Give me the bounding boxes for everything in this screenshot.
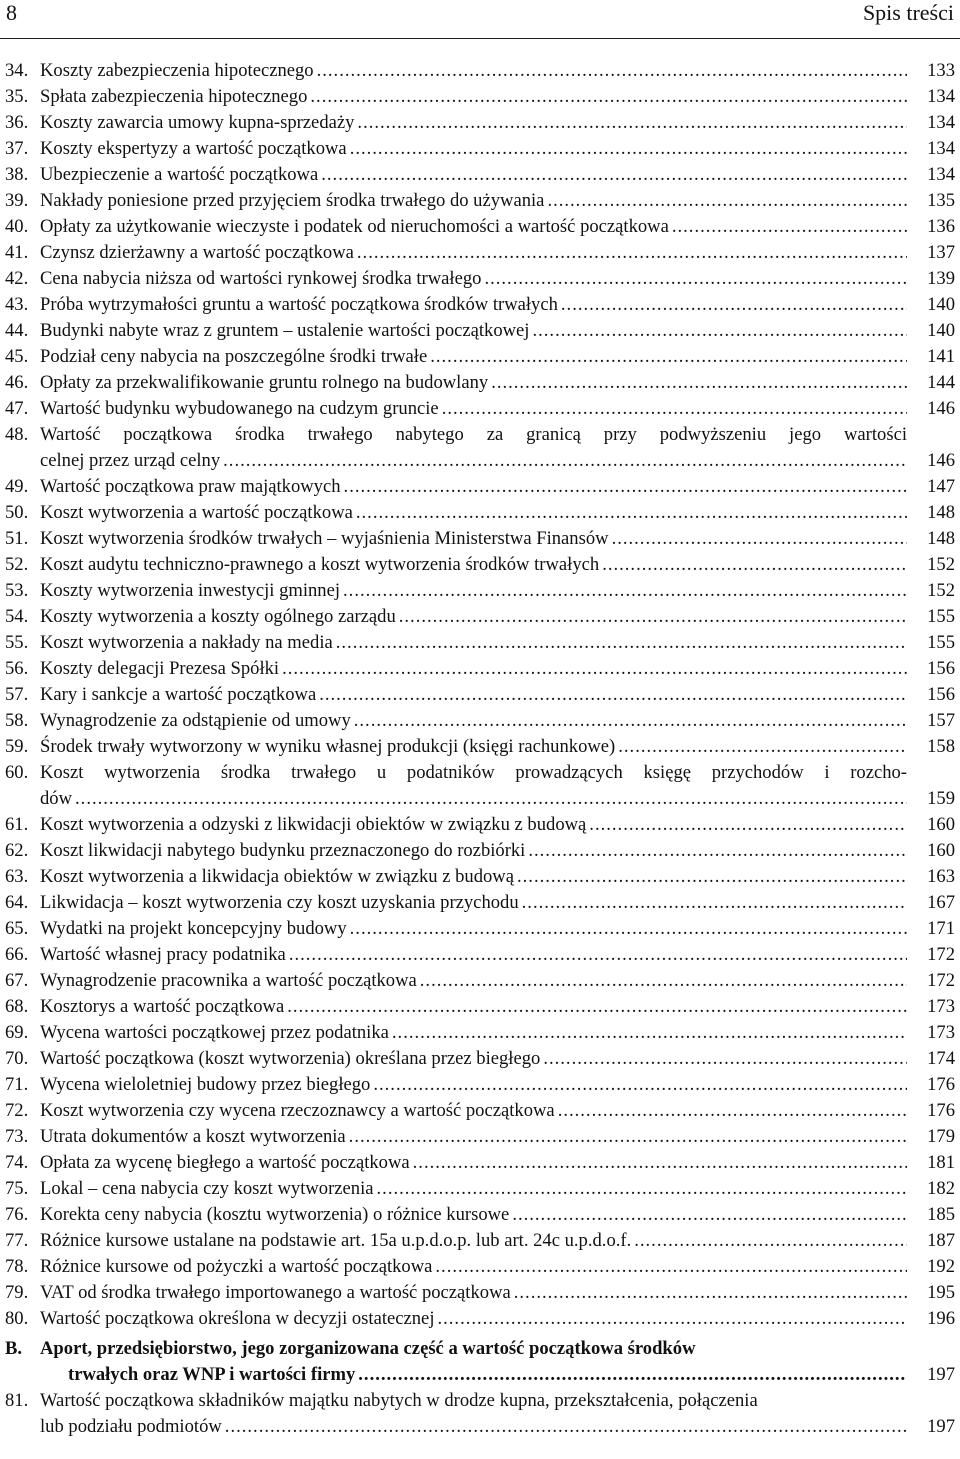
- dot-leader: [634, 1228, 907, 1254]
- dot-leader: [343, 578, 907, 604]
- dot-leader: [491, 370, 907, 396]
- entry-number: 72.: [5, 1100, 29, 1121]
- entry-page: 171: [927, 918, 955, 939]
- entry-number: 54.: [5, 606, 29, 627]
- dot-leader: [310, 84, 907, 110]
- entry-title: Wartość początkowa (koszt wytworzenia) określana przez biegłego: [40, 1048, 541, 1069]
- dot-leader: [350, 916, 907, 942]
- entry-number: 55.: [5, 632, 29, 653]
- entry-page: 136: [927, 216, 955, 237]
- section-letter: B.: [5, 1338, 23, 1359]
- dot-leader: [589, 812, 907, 838]
- entry-title: Wartość budynku wybudowanego na cudzym gruncie: [40, 398, 439, 419]
- dot-leader: [437, 1306, 907, 1332]
- toc-entry[interactable]: [5, 1280, 955, 1306]
- section-page: 197: [927, 1364, 955, 1385]
- entry-number: 63.: [5, 866, 29, 887]
- toc-entry[interactable]: [5, 708, 955, 734]
- entry-title: Cena nabycia niższa od wartości rynkowej środka trwałego: [40, 268, 482, 289]
- entry-page: 187: [927, 1230, 955, 1251]
- dot-leader: [349, 1124, 907, 1150]
- entry-page: 156: [927, 684, 955, 705]
- entry-title: Środek trwały wytworzony w wyniku własnej produkcji (księgi rachunkowe): [40, 736, 616, 757]
- section-title-line1: Aport, przedsiębiorstwo, jego zorganizowana część a wartość początkowa środków: [40, 1338, 696, 1359]
- entry-title: Próba wytrzymałości gruntu a wartość początkowa środków trwałych: [40, 294, 558, 315]
- entry-number: 46.: [5, 372, 29, 393]
- entry-title: Koszt wytworzenia czy wycena rzeczoznawcy a wartość początkowa: [40, 1100, 555, 1121]
- entry-number: 48.: [5, 424, 29, 445]
- entry-title: Lokal – cena nabycia czy koszt wytworzenia: [40, 1178, 374, 1199]
- toc-entry[interactable]: [5, 812, 955, 838]
- running-header-title: Spis treści: [862, 0, 954, 25]
- entry-number: 75.: [5, 1178, 29, 1199]
- entry-page: 144: [927, 372, 955, 393]
- dot-leader: [350, 136, 907, 162]
- entry-number: 73.: [5, 1126, 29, 1147]
- toc-entry[interactable]: [5, 656, 955, 682]
- dot-leader: [392, 1020, 907, 1046]
- entry-number: 67.: [5, 970, 29, 991]
- entry-title-line1: Wartość początkowa środka trwałego nabytego za granicą przy podwyższeniu jego wartości: [40, 424, 907, 445]
- table-of-contents: [5, 58, 955, 1440]
- entry-page: 146: [927, 398, 955, 419]
- entry-title-line2: lub podziału podmiotów: [40, 1416, 222, 1437]
- toc-entry[interactable]: [5, 890, 955, 916]
- toc-entry[interactable]: [5, 864, 955, 890]
- toc-entry[interactable]: [5, 162, 955, 188]
- toc-entry-81[interactable]: [5, 1388, 955, 1440]
- entry-number: 53.: [5, 580, 29, 601]
- entry-title: Koszt wytworzenia środków trwałych – wyjaśnienia Ministerstwa Finansów: [40, 528, 609, 549]
- toc-entry[interactable]: [5, 396, 955, 422]
- entry-number: 45.: [5, 346, 29, 367]
- entry-title: Utrata dokumentów a koszt wytworzenia: [40, 1126, 346, 1147]
- entry-title: Wynagrodzenie za odstąpienie od umowy: [40, 710, 351, 731]
- entry-title: Koszt wytworzenia a odzyski z likwidacji obiektów w związku z budową: [40, 814, 587, 835]
- toc-entry[interactable]: [5, 58, 955, 84]
- entry-page: 137: [927, 242, 955, 263]
- entry-page: 160: [927, 840, 955, 861]
- dot-leader: [543, 1046, 907, 1072]
- toc-entry[interactable]: [5, 188, 955, 214]
- entry-number: 68.: [5, 996, 29, 1017]
- entry-number: 70.: [5, 1048, 29, 1069]
- entry-page: 157: [927, 710, 955, 731]
- toc-entry[interactable]: [5, 1072, 955, 1098]
- entry-title: Kosztorys a wartość początkowa: [40, 996, 285, 1017]
- entry-title: Podział ceny nabycia na poszczególne środki trwałe: [40, 346, 428, 367]
- entry-number: 80.: [5, 1308, 29, 1329]
- toc-entry[interactable]: [5, 84, 955, 110]
- entry-number: 77.: [5, 1230, 29, 1251]
- entry-number: 36.: [5, 112, 29, 133]
- entry-number: 59.: [5, 736, 29, 757]
- toc-entry[interactable]: [5, 838, 955, 864]
- entry-number: 64.: [5, 892, 29, 913]
- entry-number: 65.: [5, 918, 29, 939]
- entry-page: 152: [927, 554, 955, 575]
- entry-title-line2: celnej przez urząd celny: [40, 450, 221, 471]
- dot-leader: [517, 864, 907, 890]
- dot-leader: [547, 188, 907, 214]
- toc-entry[interactable]: [5, 474, 955, 500]
- entry-page: 141: [927, 346, 955, 367]
- entry-number: 52.: [5, 554, 29, 575]
- dot-leader: [413, 1150, 907, 1176]
- entry-number: 51.: [5, 528, 29, 549]
- toc-entry[interactable]: [5, 110, 955, 136]
- dot-leader: [287, 994, 907, 1020]
- toc-entry[interactable]: [5, 1124, 955, 1150]
- entry-page: 152: [927, 580, 955, 601]
- entry-title: Wydatki na projekt koncepcyjny budowy: [40, 918, 347, 939]
- entry-page: 139: [927, 268, 955, 289]
- entry-title: Ubezpieczenie a wartość początkowa: [40, 164, 319, 185]
- entry-page: 176: [927, 1100, 955, 1121]
- toc-entry[interactable]: [5, 266, 955, 292]
- dot-leader: [612, 526, 907, 552]
- dot-leader: [373, 1072, 907, 1098]
- entry-title: Opłata za wycenę biegłego a wartość początkowa: [40, 1152, 410, 1173]
- entry-title: Koszty wytworzenia a koszty ogólnego zarządu: [40, 606, 396, 627]
- entry-title: Wynagrodzenie pracownika a wartość początkowa: [40, 970, 417, 991]
- toc-entry[interactable]: [5, 630, 955, 656]
- entry-number: 35.: [5, 86, 29, 107]
- entry-number: 58.: [5, 710, 29, 731]
- entry-title: Koszt wytworzenia a wartość początkowa: [40, 502, 353, 523]
- entry-page: 148: [927, 502, 955, 523]
- entry-number: 74.: [5, 1152, 29, 1173]
- entry-page: 182: [927, 1178, 955, 1199]
- entry-page: 134: [927, 112, 955, 133]
- toc-section-b[interactable]: [5, 1336, 955, 1388]
- entry-page: 140: [927, 320, 955, 341]
- entry-title: Nakłady poniesione przed przyjęciem środka trwałego do używania: [40, 190, 545, 211]
- entry-page: 173: [927, 1022, 955, 1043]
- entry-title: Koszt likwidacji nabytego budynku przeznaczonego do rozbiórki: [40, 840, 526, 861]
- toc-entry[interactable]: [5, 1254, 955, 1280]
- toc-entry[interactable]: [5, 734, 955, 760]
- entry-title: Wycena wieloletniej budowy przez biegłego: [40, 1074, 371, 1095]
- entry-page: 192: [927, 1256, 955, 1277]
- entry-number: 69.: [5, 1022, 29, 1043]
- toc-entry[interactable]: [5, 526, 955, 552]
- entry-number: 42.: [5, 268, 29, 289]
- toc-entry-48[interactable]: [5, 422, 955, 474]
- toc-entry[interactable]: [5, 214, 955, 240]
- entry-number: 60.: [5, 762, 29, 783]
- entry-page: 176: [927, 1074, 955, 1095]
- section-title-line2: trwałych oraz WNP i wartości firmy: [68, 1364, 356, 1385]
- entry-number: 43.: [5, 294, 29, 315]
- entry-page: 167: [927, 892, 955, 913]
- entry-title: Różnice kursowe od pożyczki a wartość początkowa: [40, 1256, 433, 1277]
- entry-number: 79.: [5, 1282, 29, 1303]
- entry-number: 56.: [5, 658, 29, 679]
- toc-entry[interactable]: [5, 1046, 955, 1072]
- toc-entry[interactable]: [5, 578, 955, 604]
- entry-page: 179: [927, 1126, 955, 1147]
- entry-page: 160: [927, 814, 955, 835]
- toc-entry[interactable]: [5, 1306, 955, 1332]
- entry-page: 158: [927, 736, 955, 757]
- toc-entry-60[interactable]: [5, 760, 955, 812]
- entry-number: 66.: [5, 944, 29, 965]
- entry-number: 44.: [5, 320, 29, 341]
- entry-number: 57.: [5, 684, 29, 705]
- entry-number: 38.: [5, 164, 29, 185]
- entry-title: Koszt audytu techniczno-prawnego a koszt wytworzenia środków trwałych: [40, 554, 600, 575]
- dot-leader: [399, 604, 907, 630]
- entry-number: 37.: [5, 138, 29, 159]
- entry-number: 62.: [5, 840, 29, 861]
- toc-entry[interactable]: [5, 968, 955, 994]
- entry-title: Koszty zawarcia umowy kupna-sprzedaży: [40, 112, 355, 133]
- entry-page: 147: [927, 476, 955, 497]
- entry-number: 47.: [5, 398, 29, 419]
- entry-page: 181: [927, 1152, 955, 1173]
- entry-title: Koszty ekspertyzy a wartość początkowa: [40, 138, 347, 159]
- dot-leader: [75, 786, 907, 812]
- entry-number: 50.: [5, 502, 29, 523]
- entry-page: 140: [927, 294, 955, 315]
- toc-entry[interactable]: [5, 292, 955, 318]
- toc-entry[interactable]: [5, 1176, 955, 1202]
- entry-title: Koszt wytworzenia a nakłady na media: [40, 632, 333, 653]
- toc-entry[interactable]: [5, 240, 955, 266]
- toc-entry[interactable]: [5, 1202, 955, 1228]
- toc-entry[interactable]: [5, 994, 955, 1020]
- dot-leader: [561, 292, 907, 318]
- toc-entry[interactable]: [5, 1150, 955, 1176]
- dot-leader: [354, 708, 907, 734]
- entry-title: VAT od środka trwałego importowanego a wartość początkowa: [40, 1282, 511, 1303]
- entry-title: Wartość początkowa praw majątkowych: [40, 476, 341, 497]
- dot-leader: [672, 214, 907, 240]
- toc-entry[interactable]: [5, 318, 955, 344]
- entry-title: Budynki nabyte wraz z gruntem – ustalenie wartości początkowej: [40, 320, 530, 341]
- entry-page: 172: [927, 944, 955, 965]
- entry-page: 156: [927, 658, 955, 679]
- toc-entry[interactable]: [5, 344, 955, 370]
- entry-title: Wartość początkowa określona w decyzji ostatecznej: [40, 1308, 435, 1329]
- entry-page: 159: [927, 788, 955, 809]
- dot-leader: [223, 448, 907, 474]
- toc-entry[interactable]: [5, 500, 955, 526]
- dot-leader: [357, 240, 907, 266]
- dot-leader: [528, 838, 907, 864]
- entry-number: 61.: [5, 814, 29, 835]
- entry-title-line1: Koszt wytworzenia środka trwałego u podatników prowadzących księgę przychodów i rozcho-: [40, 762, 907, 783]
- entry-page: 135: [927, 190, 955, 211]
- entry-title: Wartość własnej pracy podatnika: [40, 944, 286, 965]
- entry-title: Kary i sankcje a wartość początkowa: [40, 684, 317, 705]
- dot-leader: [430, 344, 907, 370]
- entry-number: 34.: [5, 60, 29, 81]
- entry-page: 174: [927, 1048, 955, 1069]
- toc-entry[interactable]: [5, 1228, 955, 1254]
- entry-page: 134: [927, 164, 955, 185]
- toc-entry[interactable]: [5, 682, 955, 708]
- entry-title: Opłaty za użytkowanie wieczyste i podatek od nieruchomości a wartość początkowa: [40, 216, 669, 237]
- header-rule: [0, 38, 960, 39]
- entry-title: Koszty wytworzenia inwestycji gminnej: [40, 580, 341, 601]
- entry-page: 133: [927, 60, 955, 81]
- dot-leader: [442, 396, 907, 422]
- dot-leader: [344, 474, 907, 500]
- dot-leader: [514, 1280, 907, 1306]
- toc-entry[interactable]: [5, 916, 955, 942]
- entry-number: 49.: [5, 476, 29, 497]
- entry-number: 40.: [5, 216, 29, 237]
- entry-page: 134: [927, 86, 955, 107]
- entry-page: 195: [927, 1282, 955, 1303]
- dot-leader: [289, 942, 907, 968]
- entry-page: 185: [927, 1204, 955, 1225]
- entry-title: Koszty delegacji Prezesa Spółki: [40, 658, 280, 679]
- entry-title-line1: Wartość początkowa składników majątku nabytych w drodze kupna, przekształcenia, połączenia: [40, 1390, 758, 1411]
- entry-number: 41.: [5, 242, 29, 263]
- entry-number: 81.: [5, 1390, 29, 1411]
- entry-page: 163: [927, 866, 955, 887]
- dot-leader: [484, 266, 907, 292]
- entry-page: 148: [927, 528, 955, 549]
- dot-leader: [420, 968, 907, 994]
- dot-leader: [321, 162, 907, 188]
- dot-leader: [618, 734, 907, 760]
- dot-leader: [522, 890, 907, 916]
- toc-entry[interactable]: [5, 136, 955, 162]
- entry-title: Opłaty za przekwalifikowanie gruntu rolnego na budowlany: [40, 372, 489, 393]
- toc-entry[interactable]: [5, 1098, 955, 1124]
- toc-entry[interactable]: [5, 604, 955, 630]
- entry-page: 196: [927, 1308, 955, 1329]
- entry-title-line2: dów: [40, 788, 73, 809]
- dot-leader: [282, 656, 907, 682]
- entry-page: 134: [927, 138, 955, 159]
- entry-page: 155: [927, 632, 955, 653]
- entry-title: Koszt wytworzenia a likwidacja obiektów w związku z budową: [40, 866, 514, 887]
- dot-leader: [357, 110, 907, 136]
- dot-leader: [377, 1176, 907, 1202]
- entry-page: 146: [927, 450, 955, 471]
- dot-leader: [356, 500, 907, 526]
- toc-entry[interactable]: [5, 942, 955, 968]
- dot-leader: [336, 630, 907, 656]
- toc-entry[interactable]: [5, 1020, 955, 1046]
- dot-leader: [602, 552, 907, 578]
- dot-leader: [358, 1362, 907, 1388]
- dot-leader: [512, 1202, 907, 1228]
- entry-number: 76.: [5, 1204, 29, 1225]
- dot-leader: [558, 1098, 907, 1124]
- entry-number: 78.: [5, 1256, 29, 1277]
- dot-leader: [317, 58, 907, 84]
- dot-leader: [532, 318, 907, 344]
- entry-title: Koszty zabezpieczenia hipotecznego: [40, 60, 314, 81]
- entry-title: Czynsz dzierżawny a wartość początkowa: [40, 242, 354, 263]
- dot-leader: [225, 1414, 907, 1440]
- entry-page: 172: [927, 970, 955, 991]
- entry-page: 197: [927, 1416, 955, 1437]
- entry-number: 39.: [5, 190, 29, 211]
- entry-title: Wycena wartości początkowej przez podatnika: [40, 1022, 389, 1043]
- toc-entry[interactable]: [5, 370, 955, 396]
- toc-entry[interactable]: [5, 552, 955, 578]
- entry-page: 155: [927, 606, 955, 627]
- entry-title: Korekta ceny nabycia (kosztu wytworzenia) o różnice kursowe: [40, 1204, 510, 1225]
- entry-title: Spłata zabezpieczenia hipotecznego: [40, 86, 308, 107]
- entry-number: 71.: [5, 1074, 29, 1095]
- dot-leader: [319, 682, 907, 708]
- entry-title: Likwidacja – koszt wytworzenia czy koszt uzyskania przychodu: [40, 892, 519, 913]
- entry-title: Różnice kursowe ustalane na podstawie art. 15a u.p.d.o.p. lub art. 24c u.p.d.o.f.: [40, 1230, 632, 1251]
- page-number: 8: [6, 0, 17, 25]
- entry-page: 173: [927, 996, 955, 1017]
- dot-leader: [435, 1254, 907, 1280]
